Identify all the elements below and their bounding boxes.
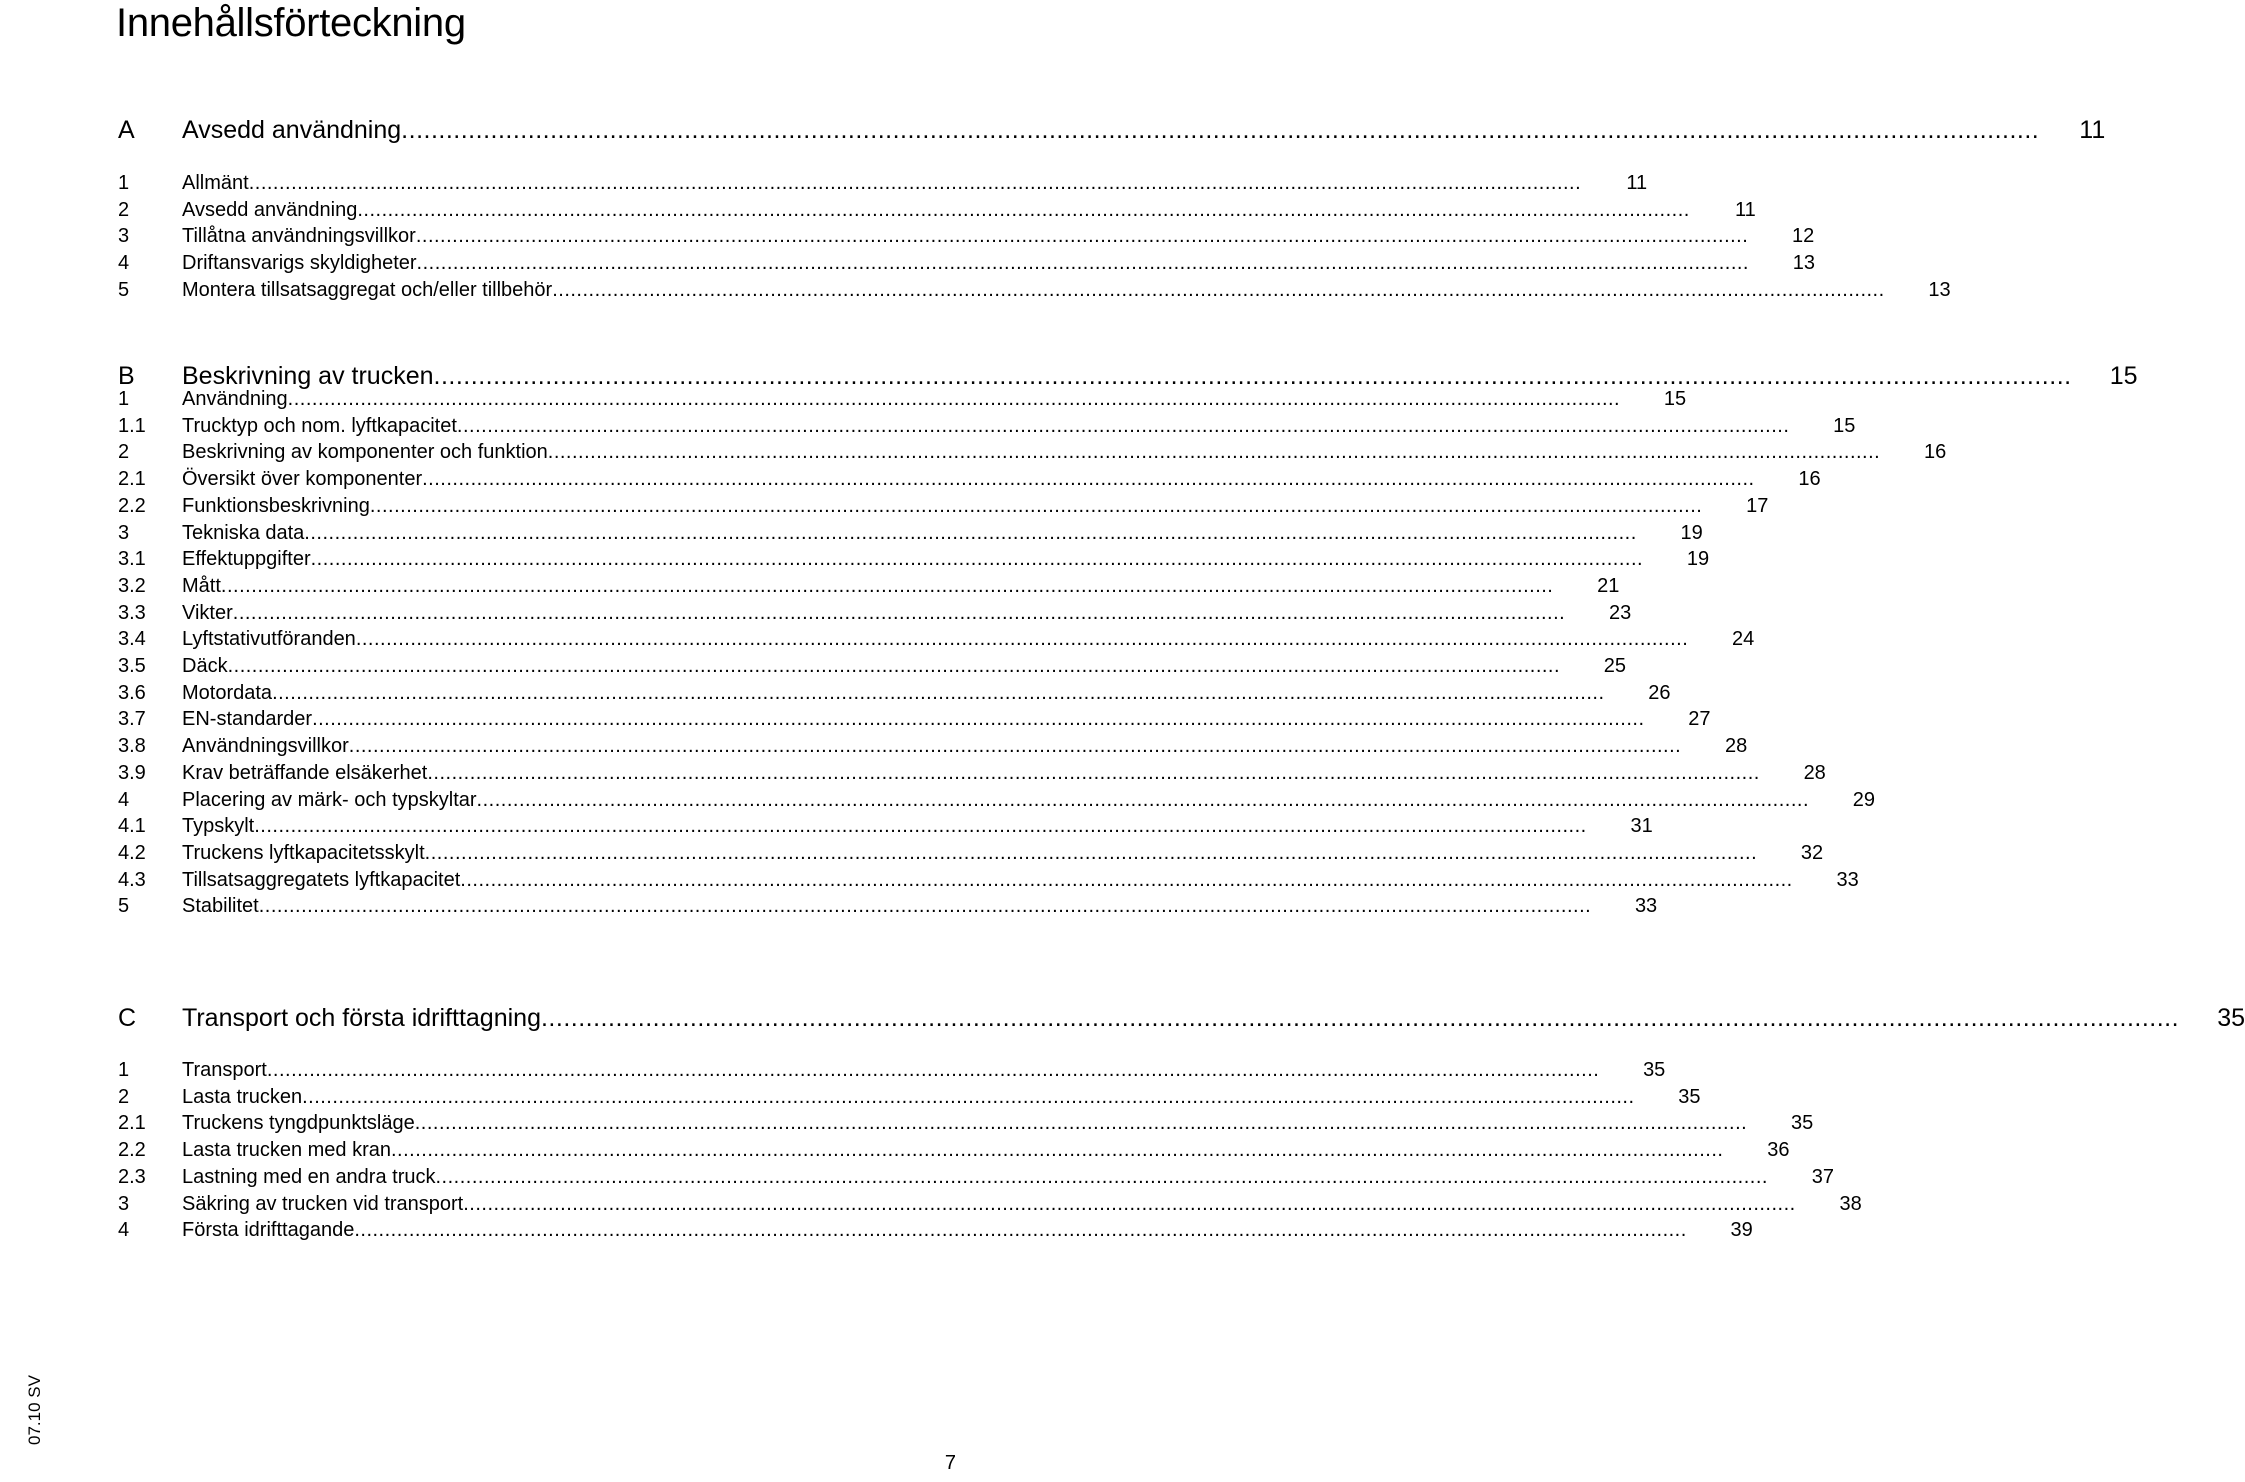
toc-entry[interactable] — [118, 1085, 1701, 1112]
toc-entry-label: Trucktyp och nom. lyftkapacitet — [182, 414, 457, 437]
toc-leader-dots: ............................................................................................................................................................................................................................ — [391, 1139, 1724, 1162]
toc-leader-dots: ............................................................................................................................................................................................................................ — [435, 1165, 1768, 1188]
toc-entry-label: Tillsatsaggregatets lyftkapacitet — [182, 868, 461, 891]
toc-leader-dots: ............................................................................................................................................................................................................................ — [456, 414, 1790, 437]
toc-section-label: Beskrivning av trucken — [182, 362, 434, 390]
toc-entry[interactable] — [118, 574, 1620, 601]
toc-entry-page: 37 — [1811, 1165, 1834, 1188]
toc-entry-number: 4.2 — [118, 841, 146, 864]
toc-entry-page: 26 — [1648, 681, 1671, 704]
toc-entry[interactable] — [118, 252, 1815, 278]
toc-entry-label: Truckens lyftkapacitetsskylt — [182, 841, 425, 864]
toc-entry-number: 2.1 — [118, 1112, 146, 1135]
toc-entry-page: 36 — [1767, 1139, 1790, 1162]
toc-entry-page: 17 — [1746, 494, 1769, 517]
toc-leader-dots: ............................................................................................................................................................................................................................ — [354, 1219, 1687, 1242]
toc-section-letter: C — [118, 1004, 137, 1032]
toc-entry-number: 3.3 — [118, 601, 146, 624]
toc-entry-label: Typskylt — [182, 815, 255, 838]
toc-leader-dots: ............................................................................................................................................................................................................................ — [232, 601, 1566, 624]
toc-entry-number: 3 — [118, 225, 130, 248]
toc-entry[interactable] — [118, 788, 1876, 815]
toc-section-page: 15 — [2109, 362, 2138, 390]
toc-entry-label: Montera tillsatsaggregat och/eller tillbehör — [182, 278, 553, 301]
toc-entry-page: 13 — [1792, 252, 1815, 275]
toc-entry-number: 3.9 — [118, 761, 146, 784]
toc-leader-dots: ............................................................................................................................................................................................................................ — [254, 815, 1587, 838]
toc-entry[interactable] — [118, 1192, 1862, 1219]
toc-entry[interactable] — [118, 494, 1769, 521]
toc-section-label: Avsedd användning — [182, 116, 402, 144]
toc-entry[interactable] — [118, 1139, 1790, 1165]
toc-entry-label: Mått — [182, 574, 221, 597]
toc-leader-dots: ............................................................................................................................................................................................................................ — [540, 1004, 2180, 1032]
toc-entry-number: 3 — [118, 1192, 130, 1215]
toc-entry[interactable] — [118, 895, 1658, 921]
toc-entry[interactable] — [118, 1112, 1814, 1138]
toc-entry-page: 35 — [1643, 1059, 1666, 1081]
toc-entry-label: Användningsvillkor — [182, 735, 349, 758]
toc-leader-dots: ............................................................................................................................................................................................................................ — [476, 788, 1810, 811]
toc-section-label: Transport och första idrifttagning — [182, 1004, 541, 1032]
toc-entry[interactable] — [118, 761, 1826, 788]
toc-entry-label: Stabilitet — [182, 895, 259, 918]
toc-entry-page: 23 — [1608, 601, 1632, 624]
toc-entry-label: EN-standarder — [182, 708, 313, 731]
toc-leader-dots: ............................................................................................................................................................................................................................ — [414, 1112, 1748, 1135]
toc-leader-dots: ............................................................................................................................................................................................................................ — [266, 1059, 1600, 1081]
toc-entry[interactable] — [118, 1165, 1834, 1192]
toc-section-page: 11 — [2079, 116, 2106, 144]
toc-leader-dots: ............................................................................................................................................................................................................................ — [460, 868, 1793, 891]
toc-entry[interactable] — [118, 868, 1859, 895]
toc-entry-number: 3.2 — [118, 574, 146, 597]
toc-section-page: 35 — [2217, 1004, 2245, 1032]
toc-leader-dots: ............................................................................................................................................................................................................................ — [258, 895, 1592, 918]
toc-entry-number: 3.6 — [118, 681, 146, 704]
toc-entry-number: 5 — [118, 895, 130, 918]
toc-entry[interactable] — [118, 548, 1710, 574]
toc-entry-page: 11 — [1735, 198, 1756, 221]
toc-entry-number: 2 — [118, 198, 130, 221]
toc-entry-label: Lasta trucken — [182, 1085, 303, 1108]
toc-entry[interactable] — [118, 655, 1627, 681]
toc-entry-number: 2 — [118, 1085, 130, 1108]
toc-entry-number: 4.1 — [118, 815, 146, 838]
toc-leader-dots: ............................................................................................................................................................................................................................ — [547, 441, 1881, 464]
toc-entry-page: 25 — [1603, 655, 1627, 677]
toc-entry-number: 1 — [118, 1059, 130, 1081]
toc-entry-number: 4.3 — [118, 868, 146, 891]
toc-entry-number: 1 — [118, 388, 130, 410]
toc-leader-dots: ............................................................................................................................................................................................................................ — [463, 1192, 1796, 1215]
toc-entry[interactable] — [118, 521, 1703, 548]
toc-entry-page: 16 — [1923, 441, 1947, 464]
toc-entry-label: Lastning med en andra truck — [182, 1165, 436, 1188]
toc-section-a[interactable] — [118, 116, 2106, 148]
toc-entry-page: 11 — [1626, 172, 1648, 194]
toc-entry-label: Första idrifttagande — [182, 1219, 355, 1242]
toc-leader-dots: ............................................................................................................................................................................................................................ — [248, 172, 1582, 194]
toc-entry-page: 19 — [1686, 548, 1710, 571]
toc-entry-page: 35 — [1790, 1112, 1814, 1135]
toc-leader-dots: ............................................................................................................................................................................................................................ — [312, 708, 1645, 731]
toc-entry[interactable] — [118, 815, 1653, 841]
toc-entry-number: 2.3 — [118, 1165, 146, 1188]
toc-leader-dots: ............................................................................................................................................................................................................................ — [415, 225, 1749, 248]
toc-entry[interactable] — [118, 735, 1748, 761]
toc-entry-label: Placering av märk- och typskyltar — [182, 788, 477, 811]
toc-entry-label: Lyftstativutföranden — [182, 628, 356, 651]
toc-section-letter: A — [118, 116, 135, 144]
toc-entry-label: Driftansvarigs skyldigheter — [182, 252, 417, 275]
toc-entry-label: Säkring av trucken vid transport — [182, 1192, 464, 1215]
toc-entry-page: 33 — [1836, 868, 1859, 891]
toc-entry-label: Användning — [182, 388, 288, 410]
toc-entry[interactable] — [118, 225, 1815, 251]
toc-entry-number: 3.1 — [118, 548, 146, 571]
toc-entry-page: 32 — [1800, 841, 1824, 864]
toc-leader-dots: ............................................................................................................................................................................................................................ — [424, 841, 1758, 864]
toc-entry-page: 33 — [1634, 895, 1658, 918]
toc-entry-page: 15 — [1833, 414, 1856, 437]
toc-entry-page: 28 — [1724, 735, 1748, 758]
toc-entry[interactable] — [118, 1059, 1666, 1085]
toc-entry[interactable] — [118, 441, 1947, 467]
toc-entry-number: 2 — [118, 441, 130, 464]
toc-entry-number: 4 — [118, 252, 130, 275]
toc-entry-label: Översikt över komponenter — [182, 468, 423, 491]
toc-entry-page: 16 — [1798, 468, 1821, 491]
toc-entry-number: 1.1 — [118, 414, 146, 437]
toc-entry-number: 2.1 — [118, 468, 146, 491]
toc-entry-page: 39 — [1730, 1219, 1753, 1242]
toc-entry-label: Effektuppgifter — [182, 548, 311, 571]
toc-section-c[interactable] — [118, 1004, 2245, 1036]
toc-entry-number: 3.7 — [118, 708, 146, 731]
toc-entry-label: Transport — [182, 1059, 267, 1081]
toc-entry-page: 38 — [1839, 1192, 1862, 1215]
toc-entry-number: 3.8 — [118, 735, 146, 758]
toc-entry-number: 1 — [118, 172, 130, 194]
toc-entry-page: 28 — [1803, 761, 1826, 784]
toc-entry-number: 3.4 — [118, 628, 146, 651]
toc-entry-label: Motordata — [182, 681, 273, 704]
toc-entry-page: 31 — [1630, 815, 1653, 838]
toc-entry-number: 5 — [118, 278, 130, 301]
toc-leader-dots: ............................................................................................................................................................................................................................ — [348, 735, 1682, 758]
toc-entry-label: Tillåtna användningsvillkor — [182, 225, 416, 248]
toc-entry[interactable] — [118, 414, 1856, 441]
toc-entry[interactable] — [118, 1219, 1753, 1245]
toc-entry-page: 21 — [1597, 574, 1620, 597]
toc-leader-dots: ............................................................................................................................................................................................................................ — [304, 521, 1637, 544]
toc-entry-label: Krav beträffande elsäkerhet — [182, 761, 428, 784]
toc-entry-page: 35 — [1678, 1085, 1701, 1108]
toc-leader-dots: ............................................................................................................................................................................................................................ — [422, 468, 1755, 491]
toc-entry[interactable] — [118, 278, 1951, 305]
toc-entry-number: 4 — [118, 788, 130, 811]
toc-entry-number: 3.5 — [118, 655, 146, 677]
toc-leader-dots: ............................................................................................................................................................................................................................ — [552, 278, 1885, 301]
toc-entry-page: 15 — [1663, 388, 1687, 410]
toc-entry-label: Tekniska data — [182, 521, 305, 544]
toc-entry-page: 12 — [1792, 225, 1815, 248]
toc-entry-page: 13 — [1928, 278, 1951, 301]
page-title: Innehållsförteckning — [116, 1, 466, 45]
toc-entry-number: 3 — [118, 521, 130, 544]
toc-leader-dots: ............................................................................................................................................................................................................................ — [416, 252, 1749, 275]
toc-entry-label: Funktionsbeskrivning — [182, 494, 370, 517]
toc-entry[interactable] — [118, 172, 1648, 198]
toc-entry-page: 27 — [1688, 708, 1711, 731]
toc-entry-number: 4 — [118, 1219, 130, 1242]
toc-leader-dots: ............................................................................................................................................................................................................................ — [220, 574, 1554, 597]
document-version-code: 07.10 SV — [25, 1375, 44, 1445]
toc-entry-number: 2.2 — [118, 1139, 146, 1162]
toc-entry[interactable] — [118, 708, 1711, 734]
toc-entry[interactable] — [118, 601, 1632, 628]
toc-leader-dots: ............................................................................................................................................................................................................................ — [401, 116, 2040, 144]
toc-leader-dots: ............................................................................................................................................................................................................................ — [433, 362, 2072, 390]
toc-leader-dots: ............................................................................................................................................................................................................................ — [357, 198, 1690, 221]
toc-entry[interactable] — [118, 681, 1671, 708]
toc-leader-dots: ............................................................................................................................................................................................................................ — [287, 388, 1621, 410]
toc-leader-dots: ............................................................................................................................................................................................................................ — [310, 548, 1644, 571]
toc-entry-label: Lasta trucken med kran — [182, 1139, 391, 1162]
toc-leader-dots: ............................................................................................................................................................................................................................ — [427, 761, 1760, 784]
toc-entry-label: Beskrivning av komponenter och funktion — [182, 441, 548, 464]
toc-entry-page: 19 — [1680, 521, 1703, 544]
toc-entry-label: Däck — [182, 655, 228, 677]
toc-entry-label: Avsedd användning — [182, 198, 358, 221]
toc-entry-label: Allmänt — [182, 172, 249, 194]
toc-leader-dots: ............................................................................................................................................................................................................................ — [227, 655, 1561, 677]
toc-leader-dots: ............................................................................................................................................................................................................................ — [369, 494, 1703, 517]
toc-entry-label: Vikter — [182, 601, 233, 624]
toc-entry[interactable] — [118, 198, 1756, 225]
toc-entry[interactable] — [118, 468, 1821, 494]
toc-entry-page: 29 — [1852, 788, 1876, 811]
toc-entry-number: 2.2 — [118, 494, 146, 517]
toc-entry[interactable] — [118, 841, 1824, 868]
page-number: 7 — [944, 1452, 956, 1474]
toc-entry-page: 24 — [1732, 628, 1755, 651]
toc-entry[interactable] — [118, 628, 1755, 654]
toc-leader-dots: ............................................................................................................................................................................................................................ — [272, 681, 1605, 704]
toc-entry-label: Truckens tyngdpunktsläge — [182, 1112, 415, 1135]
toc-leader-dots: ............................................................................................................................................................................................................................ — [302, 1085, 1635, 1108]
toc-entry[interactable] — [118, 388, 1687, 414]
toc-section-letter: B — [118, 362, 135, 390]
toc-leader-dots: ............................................................................................................................................................................................................................ — [355, 628, 1689, 651]
